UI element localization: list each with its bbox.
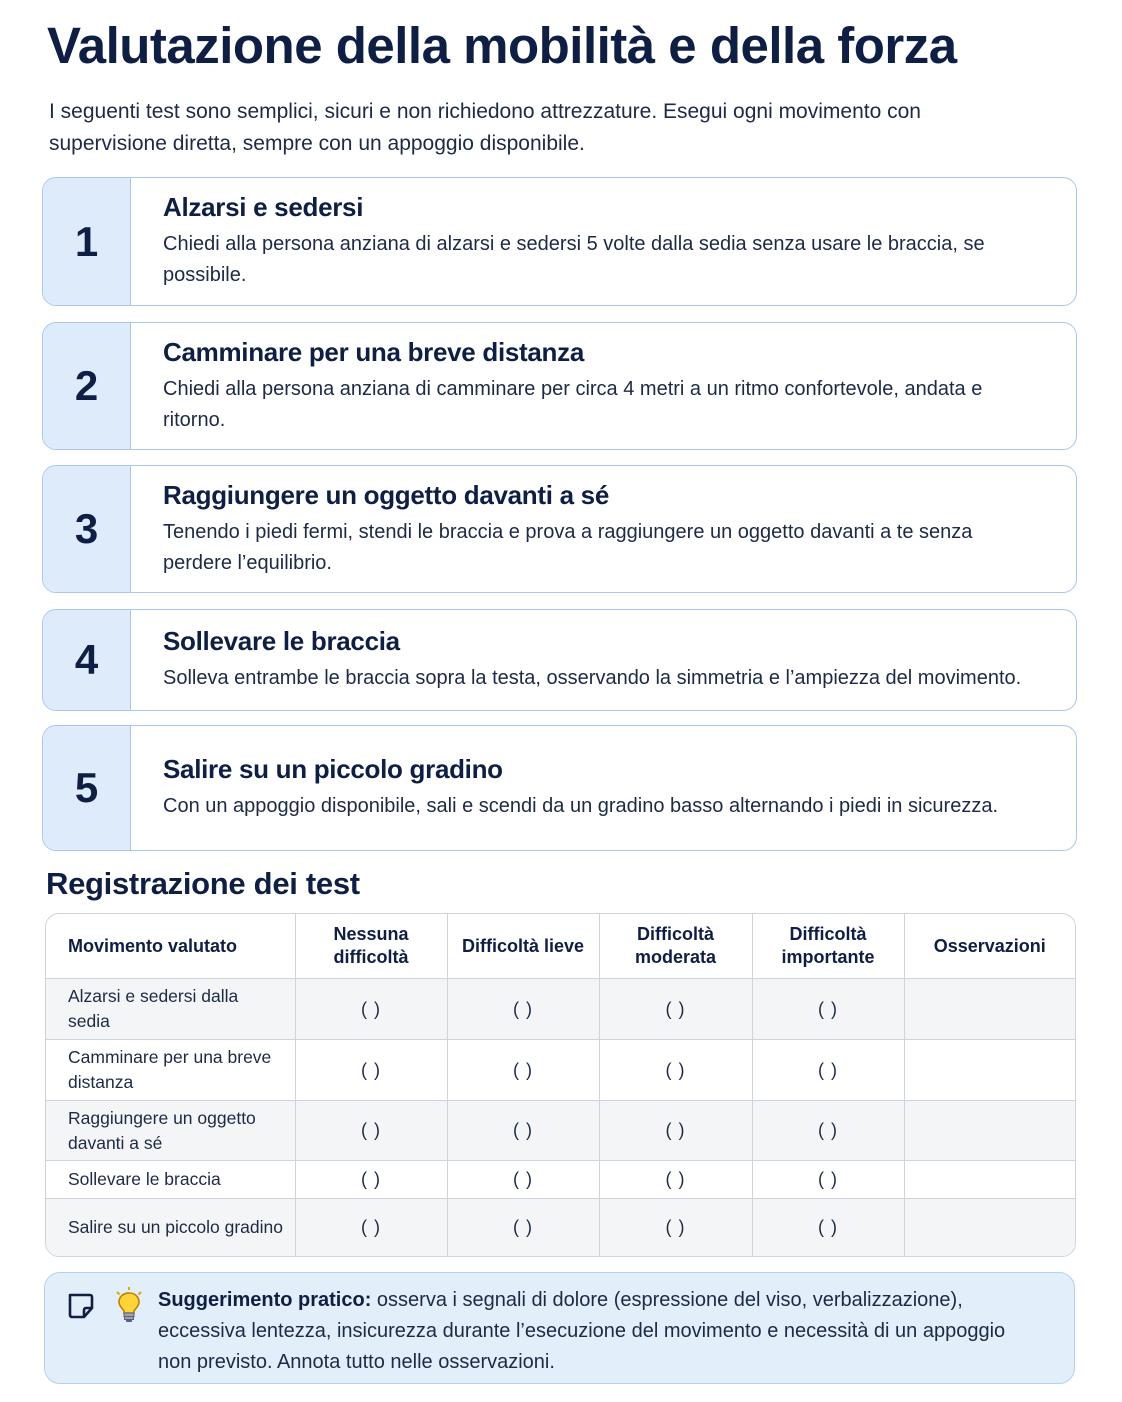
note-icon — [65, 1291, 95, 1326]
step-number: 5 — [43, 726, 131, 850]
movement-label: Salire su un piccolo gradino — [46, 1199, 295, 1257]
rating-option[interactable]: ( ) — [447, 1101, 599, 1161]
observations-cell[interactable] — [904, 1040, 1075, 1101]
column-header: Difficoltà moderata — [599, 914, 752, 979]
record-table — [45, 913, 1076, 1257]
rating-option[interactable]: ( ) — [599, 1101, 752, 1161]
rating-option[interactable]: ( ) — [599, 1040, 752, 1101]
table-row — [46, 1199, 1075, 1257]
rating-option[interactable]: ( ) — [752, 1040, 904, 1101]
step-description: Chiedi alla persona anziana di alzarsi e sedersi 5 volte dalla sedia senza usare le braccia, se possibile. — [163, 233, 985, 286]
step-number: 2 — [43, 323, 131, 449]
step-number: 3 — [43, 466, 131, 592]
record-section-title: Registrazione dei test — [46, 866, 360, 901]
table-row — [46, 1040, 1075, 1101]
step-description: Chiedi alla persona anziana di camminare per circa 4 metri a un ritmo confortevole, andata e ritorno. — [163, 377, 983, 431]
column-header: Difficoltà importante — [752, 914, 904, 979]
step-title: Raggiungere un oggetto davanti a sé — [163, 479, 609, 510]
table-header-row — [46, 914, 1075, 979]
step-number: 1 — [43, 178, 131, 305]
observations-cell[interactable] — [904, 979, 1075, 1040]
intro-text: I seguenti test sono semplici, sicuri e non richiedono attrezzature. Esegui ogni movimento con supervisione diretta, sempre con un appoggio disponibile. — [49, 100, 921, 155]
movement-label: Raggiungere un oggetto davanti a sé — [46, 1101, 295, 1161]
step-description: Solleva entrambe le braccia sopra la testa, osservando la simmetria e l’ampiezza del movimento. — [163, 667, 1022, 689]
table-row — [46, 979, 1075, 1040]
observations-cell[interactable] — [904, 1161, 1075, 1199]
rating-option[interactable]: ( ) — [752, 1161, 904, 1199]
step-card-4 — [42, 609, 1077, 711]
step-title: Alzarsi e sedersi — [163, 192, 364, 222]
page-title: Valutazione della mobilità e della forza — [47, 17, 957, 74]
rating-option[interactable]: ( ) — [752, 979, 904, 1040]
rating-option[interactable]: ( ) — [599, 1199, 752, 1257]
column-header: Movimento valutato — [46, 914, 295, 979]
rating-option[interactable]: ( ) — [752, 1199, 904, 1257]
movement-label: Camminare per una breve distanza — [46, 1040, 295, 1101]
movement-label: Alzarsi e sedersi dalla sedia — [46, 979, 295, 1040]
step-title: Salire su un piccolo gradino — [163, 754, 503, 784]
rating-option[interactable]: ( ) — [447, 1040, 599, 1101]
rating-option[interactable]: ( ) — [599, 979, 752, 1040]
step-card-2 — [42, 322, 1077, 450]
step-description: Con un appoggio disponibile, sali e scendi da un gradino basso alternando i piedi in sicurezza. — [163, 795, 998, 817]
step-title: Sollevare le braccia — [163, 626, 400, 656]
table-row — [46, 1101, 1075, 1161]
observations-cell[interactable] — [904, 1199, 1075, 1257]
practical-tip-box — [44, 1272, 1075, 1384]
rating-option[interactable]: ( ) — [599, 1161, 752, 1199]
column-header: Nessuna difficoltà — [295, 914, 447, 979]
step-number: 4 — [43, 610, 131, 710]
step-title: Camminare per una breve distanza — [163, 336, 584, 367]
rating-option[interactable]: ( ) — [295, 1199, 447, 1257]
tip-text — [158, 1285, 1038, 1378]
step-description: Tenendo i piedi fermi, stendi le braccia e prova a raggiungere un oggetto davanti a te senza perdere l’equilibrio. — [163, 520, 973, 574]
table-row — [46, 1161, 1075, 1199]
column-header: Difficoltà lieve — [447, 914, 599, 979]
rating-option[interactable]: ( ) — [295, 1161, 447, 1199]
rating-option[interactable]: ( ) — [295, 1101, 447, 1161]
column-header: Osservazioni — [904, 914, 1075, 979]
tip-label: Suggerimento pratico: — [158, 1289, 372, 1311]
rating-option[interactable]: ( ) — [447, 1161, 599, 1199]
movement-label: Sollevare le braccia — [46, 1161, 295, 1199]
step-card-5 — [42, 725, 1077, 851]
rating-option[interactable]: ( ) — [447, 979, 599, 1040]
rating-option[interactable]: ( ) — [295, 1040, 447, 1101]
rating-option[interactable]: ( ) — [447, 1199, 599, 1257]
observations-cell[interactable] — [904, 1101, 1075, 1161]
rating-option[interactable]: ( ) — [295, 979, 447, 1040]
tip-body: osserva i segnali di dolore (espressione del viso, verbalizzazione), eccessiva lentezza, insicurezza durante l’esecuzione del movimento e necessità di un appoggio non previsto. Annota tutto nelle osservazioni. — [158, 1289, 1006, 1373]
rating-option[interactable]: ( ) — [752, 1101, 904, 1161]
step-card-3 — [42, 465, 1077, 593]
step-card-1 — [42, 177, 1077, 306]
lightbulb-icon — [115, 1287, 143, 1330]
